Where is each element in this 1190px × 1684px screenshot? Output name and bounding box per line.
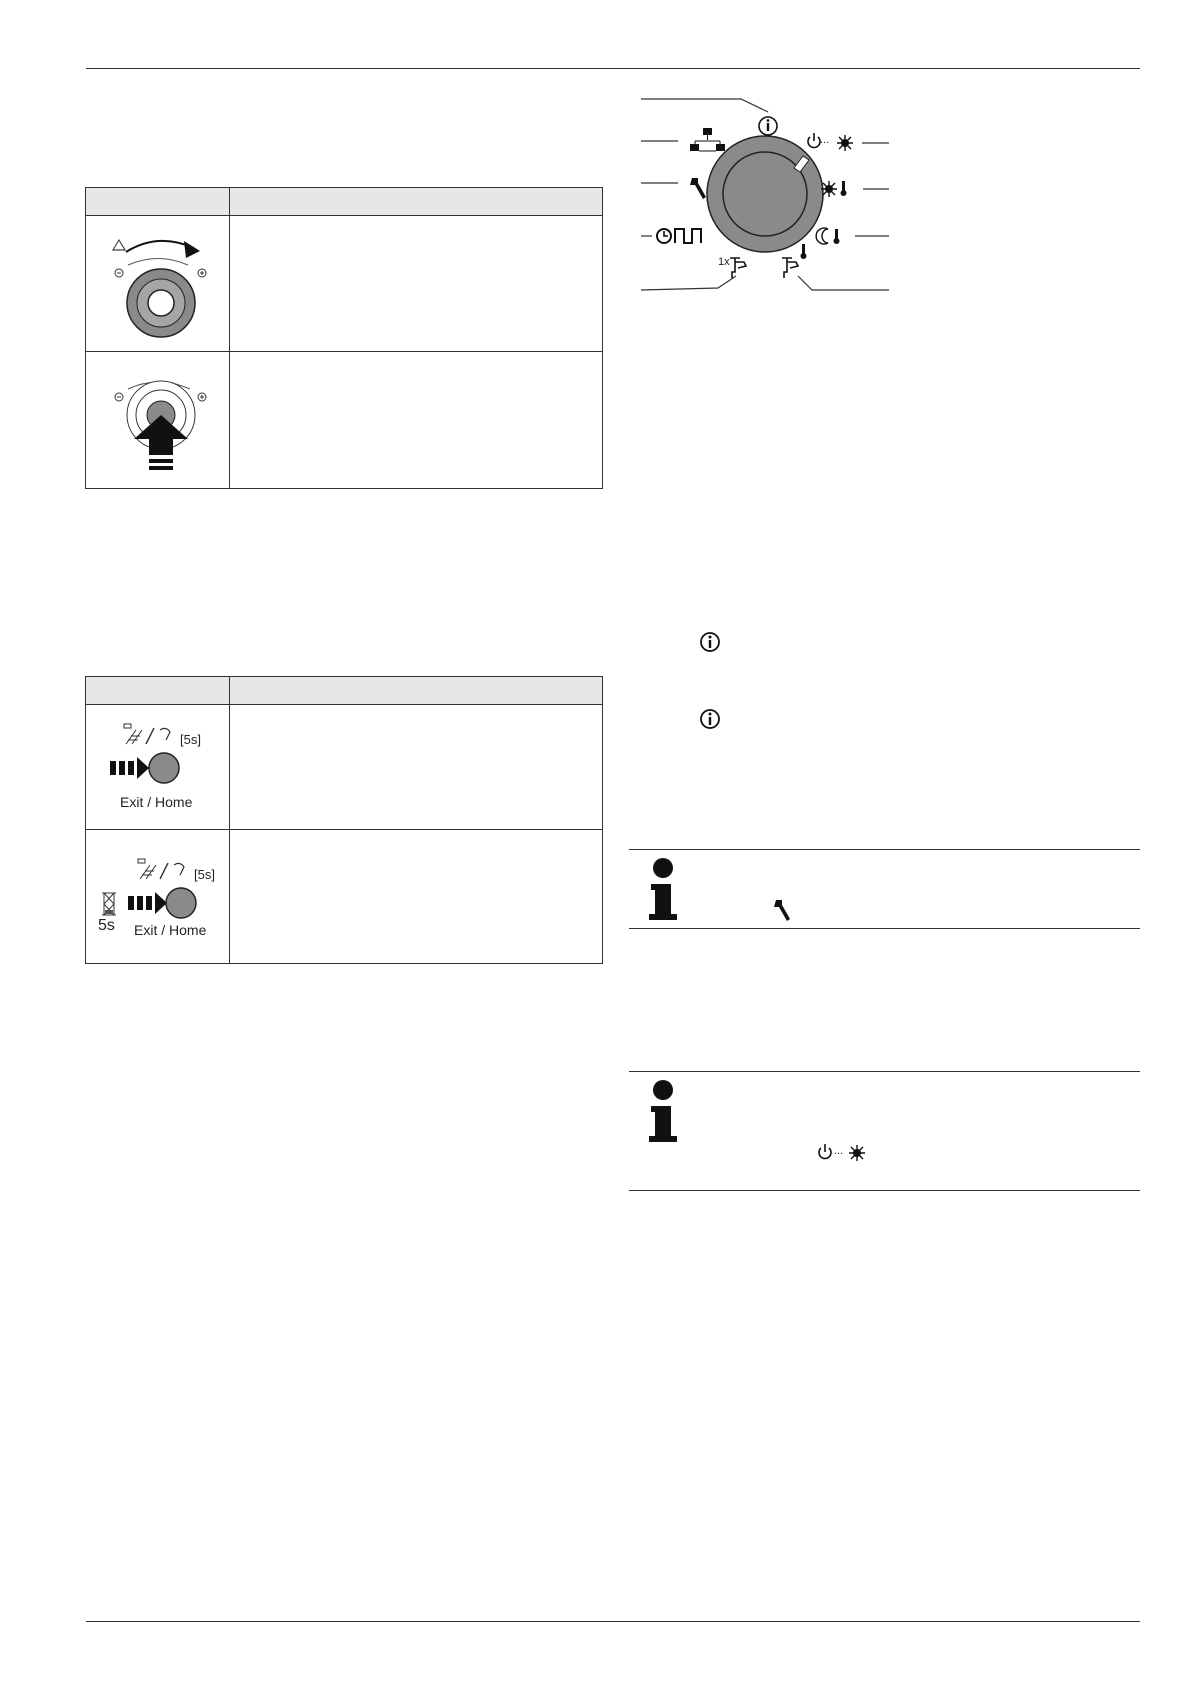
info-icon [698, 707, 722, 731]
note-info-icon [645, 1078, 685, 1142]
hold-time-label: 5s [98, 917, 115, 934]
note-info-icon [645, 856, 685, 920]
table-header [86, 677, 602, 705]
tag-label: [5s] [194, 867, 215, 882]
exit-home-button-icon [106, 722, 226, 817]
rotary-knob-press-icon [106, 373, 216, 483]
row-divider [86, 829, 602, 830]
control-table-1 [85, 187, 603, 489]
hot-water-once-icon [730, 258, 746, 278]
hot-water-temperature-icon [782, 244, 807, 278]
table-header [86, 188, 602, 216]
selector-dial-graphic [640, 90, 890, 300]
network-icon [690, 128, 725, 151]
rotary-knob-press-graphic [106, 373, 216, 483]
control-table-2 [85, 676, 603, 964]
info-icon [698, 630, 722, 654]
standby-day-icon [817, 1142, 869, 1164]
standby-day-icon [808, 133, 853, 151]
note-bottom-rule [629, 1190, 1140, 1191]
wrench-icon [690, 178, 706, 199]
standby-ellipsis: ... [820, 134, 830, 146]
selector-dial-figure [640, 90, 890, 300]
wrench-icon [773, 899, 795, 923]
timer-program-icon [657, 229, 701, 243]
night-temperature-icon [816, 228, 839, 244]
standby-ellipsis: ... [834, 1145, 844, 1157]
exit-home-label: Exit / Home [134, 922, 207, 938]
rotary-knob-turn-icon [106, 238, 216, 338]
tag-label: [5s] [180, 732, 201, 747]
footer-rule [86, 1621, 1140, 1622]
header-rule [86, 68, 1140, 69]
column-divider [229, 677, 230, 963]
note-bottom-rule [629, 928, 1140, 929]
column-divider [229, 188, 230, 488]
exit-home-button-graphic [106, 722, 226, 792]
day-temperature-icon [821, 181, 847, 197]
rotary-knob-turn-graphic [106, 238, 216, 338]
info-icon [759, 117, 777, 135]
once-label: 1x [718, 256, 730, 268]
exit-home-button-hold-icon [98, 857, 226, 957]
row-divider [86, 351, 602, 352]
note-top-rule [629, 1071, 1140, 1072]
exit-home-label: Exit / Home [120, 794, 193, 810]
note-top-rule [629, 849, 1140, 850]
